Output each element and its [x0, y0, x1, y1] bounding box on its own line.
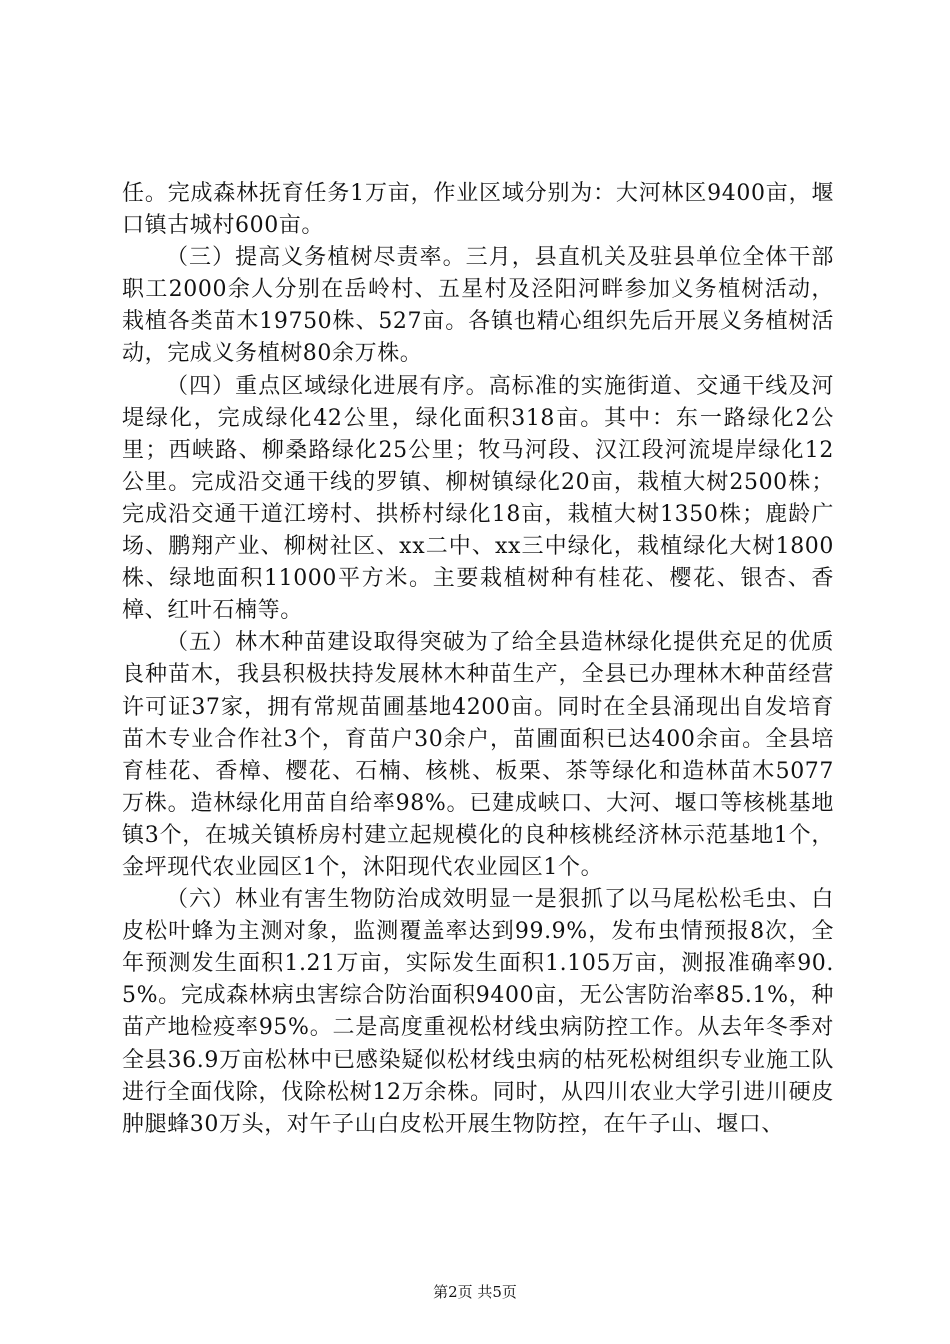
page-footer: 第2页 共5页 [433, 1283, 517, 1301]
paragraph-section-3: （三）提高义务植树尽责率。三月，县直机关及驻县单位全体干部职工2000余人分别在岳岭村、五星村及泾阳河畔参加义务植树活动，栽植各类苗木19750株、527亩。各镇也精心组织先后开展义务植树活动，完成义务植树80余万株。 [122, 245, 834, 367]
paragraph-continuation: 任。完成森林抚育任务1万亩，作业区域分别为：大河林区9400亩，堰口镇古城村600亩。 [122, 181, 834, 239]
document-body [122, 178, 834, 1141]
paragraph-section-5: （五）林木种苗建设取得突破为了给全县造林绿化提供充足的优质良种苗木，我县积极扶持发展林木种苗生产，全县已办理林木种苗经营许可证37家，拥有常规苗圃基地4200亩。同时在全县涌现出自发培育苗木专业合作社3个，育苗户30余户，苗圃面积已达400余亩。全县培育桂花、香樟、樱花、石楠、核桃、板栗、茶等绿化和造林苗木5077万株。造林绿化用苗自给率98%。已建成峡口、大河、堰口等核桃基地镇3个，在城关镇桥房村建立起规模化的良种核桃经济林示范基地1个，金坪现代农业园区1个，沐阳现代农业园区1个。 [122, 630, 834, 880]
paragraph-section-4: （四）重点区域绿化进展有序。高标准的实施街道、交通干线及河堤绿化，完成绿化42公里，绿化面积318亩。其中：东一路绿化2公里；西峡路、柳桑路绿化25公里；牧马河段、汉江段河流堤岸绿化12公里。完成沿交通干线的罗镇、柳树镇绿化20亩，栽植大树2500株；完成沿交通干道江塝村、拱桥村绿化18亩，栽植大树1350株；鹿龄广场、鹏翔产业、柳树社区、xx二中、xx三中绿化，栽植绿化大树1800株、绿地面积11000平方米。主要栽植树种有桂花、樱花、银杏、香樟、红叶石楠等。 [122, 373, 834, 624]
paragraph-section-6: （六）林业有害生物防治成效明显一是狠抓了以马尾松松毛虫、白皮松叶蜂为主测对象，监测覆盖率达到99.9%，发布虫情预报8次，全年预测发生面积1.21万亩，实际发生面积1.105万亩，测报准确率90.5%。完成森林病虫害综合防治面积9400亩，无公害防治率85.1%，种苗产地检疫率95%。二是高度重视松材线虫病防控工作。从去年冬季对全县36.9万亩松林中已感染疑似松材线虫病的枯死松树组织专业施工队进行全面伐除，伐除松树12万余株。同时，从四川农业大学引进川硬皮肿腿蜂30万头，对午子山白皮松开展生物防控，在午子山、堰口、 [122, 887, 834, 1137]
